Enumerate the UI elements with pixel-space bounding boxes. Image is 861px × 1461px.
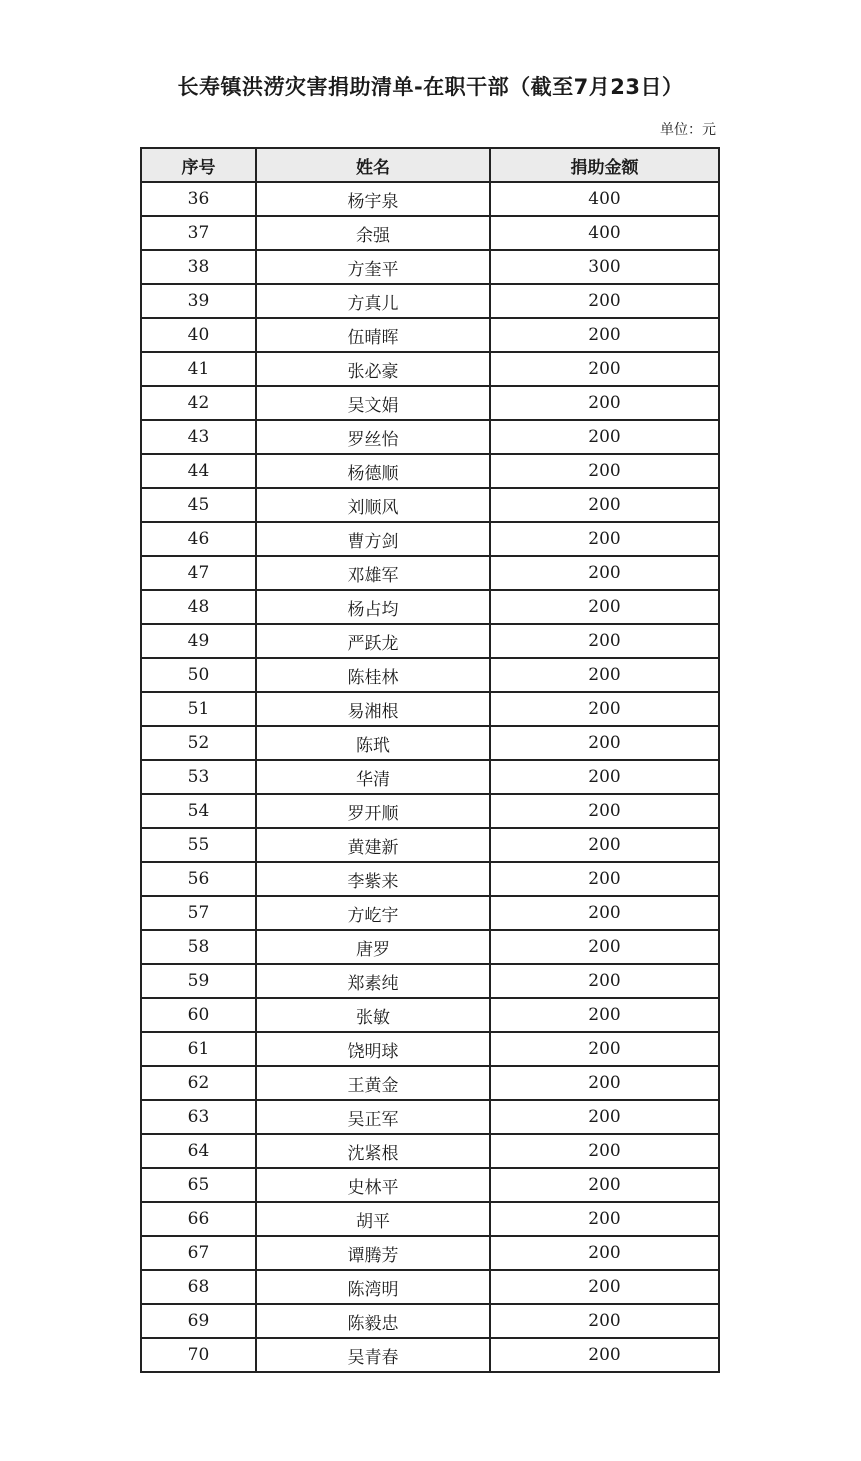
- table-row: [141, 590, 719, 624]
- cell-name: 刘顺风: [256, 488, 490, 522]
- cell-donation-amount: 200: [490, 794, 719, 828]
- cell-name: 伍晴晖: [256, 318, 490, 352]
- table-row: [141, 692, 719, 726]
- cell-name: 张敏: [256, 998, 490, 1032]
- cell-donation-amount: 200: [490, 964, 719, 998]
- cell-name: 曹方剑: [256, 522, 490, 556]
- cell-serial-number: 48: [141, 590, 256, 624]
- cell-name: 陈毅忠: [256, 1304, 490, 1338]
- cell-serial-number: 69: [141, 1304, 256, 1338]
- cell-donation-amount: 200: [490, 726, 719, 760]
- table-row: [141, 1202, 719, 1236]
- table-row: [141, 420, 719, 454]
- cell-donation-amount: 200: [490, 488, 719, 522]
- cell-donation-amount: 200: [490, 386, 719, 420]
- cell-serial-number: 46: [141, 522, 256, 556]
- cell-serial-number: 41: [141, 352, 256, 386]
- cell-donation-amount: 200: [490, 1338, 719, 1372]
- cell-donation-amount: 200: [490, 352, 719, 386]
- cell-donation-amount: 200: [490, 318, 719, 352]
- cell-donation-amount: 200: [490, 658, 719, 692]
- cell-name: 史林平: [256, 1168, 490, 1202]
- cell-donation-amount: 400: [490, 182, 719, 216]
- cell-name: 胡平: [256, 1202, 490, 1236]
- cell-name: 方奎平: [256, 250, 490, 284]
- cell-donation-amount: 200: [490, 624, 719, 658]
- table-row: [141, 1304, 719, 1338]
- table-body: [141, 182, 719, 1372]
- cell-name: 吴文娟: [256, 386, 490, 420]
- table-row: [141, 658, 719, 692]
- cell-donation-amount: 200: [490, 1066, 719, 1100]
- cell-serial-number: 54: [141, 794, 256, 828]
- cell-donation-amount: 200: [490, 862, 719, 896]
- cell-name: 方屹宇: [256, 896, 490, 930]
- cell-serial-number: 42: [141, 386, 256, 420]
- cell-serial-number: 65: [141, 1168, 256, 1202]
- table-row: [141, 998, 719, 1032]
- table-row: [141, 352, 719, 386]
- table-row: [141, 250, 719, 284]
- cell-donation-amount: 200: [490, 692, 719, 726]
- cell-donation-amount: 200: [490, 998, 719, 1032]
- cell-serial-number: 36: [141, 182, 256, 216]
- cell-name: 邓雄军: [256, 556, 490, 590]
- cell-donation-amount: 200: [490, 1304, 719, 1338]
- cell-serial-number: 38: [141, 250, 256, 284]
- cell-donation-amount: 200: [490, 1168, 719, 1202]
- table-row: [141, 1168, 719, 1202]
- cell-serial-number: 43: [141, 420, 256, 454]
- cell-name: 余强: [256, 216, 490, 250]
- cell-serial-number: 59: [141, 964, 256, 998]
- table-row: [141, 828, 719, 862]
- cell-serial-number: 44: [141, 454, 256, 488]
- header-donation-amount: 捐助金额: [490, 148, 719, 182]
- donation-table: [140, 147, 720, 1373]
- cell-serial-number: 40: [141, 318, 256, 352]
- cell-serial-number: 52: [141, 726, 256, 760]
- cell-name: 吴正军: [256, 1100, 490, 1134]
- cell-name: 张必豪: [256, 352, 490, 386]
- cell-donation-amount: 200: [490, 556, 719, 590]
- table-row: [141, 1338, 719, 1372]
- cell-name: 罗丝怡: [256, 420, 490, 454]
- table-row: [141, 386, 719, 420]
- cell-name: 杨宇泉: [256, 182, 490, 216]
- cell-name: 方真儿: [256, 284, 490, 318]
- cell-donation-amount: 200: [490, 930, 719, 964]
- cell-donation-amount: 200: [490, 522, 719, 556]
- cell-donation-amount: 200: [490, 1100, 719, 1134]
- cell-serial-number: 47: [141, 556, 256, 590]
- cell-name: 华清: [256, 760, 490, 794]
- cell-donation-amount: 200: [490, 1202, 719, 1236]
- table-row: [141, 896, 719, 930]
- table-row: [141, 624, 719, 658]
- cell-donation-amount: 200: [490, 420, 719, 454]
- table-row: [141, 556, 719, 590]
- cell-name: 唐罗: [256, 930, 490, 964]
- cell-serial-number: 51: [141, 692, 256, 726]
- document-title: 长寿镇洪涝灾害捐助清单-在职干部（截至7月23日）: [177, 75, 684, 99]
- unit-label: 单位：元: [660, 122, 716, 138]
- table-row: [141, 726, 719, 760]
- cell-donation-amount: 200: [490, 454, 719, 488]
- table-row: [141, 930, 719, 964]
- cell-donation-amount: 200: [490, 284, 719, 318]
- cell-serial-number: 56: [141, 862, 256, 896]
- cell-serial-number: 55: [141, 828, 256, 862]
- cell-donation-amount: 200: [490, 1236, 719, 1270]
- table-row: [141, 964, 719, 998]
- cell-name: 陈桂林: [256, 658, 490, 692]
- cell-name: 易湘根: [256, 692, 490, 726]
- cell-serial-number: 37: [141, 216, 256, 250]
- cell-serial-number: 50: [141, 658, 256, 692]
- cell-name: 王黄金: [256, 1066, 490, 1100]
- cell-donation-amount: 200: [490, 1032, 719, 1066]
- cell-name: 吴青春: [256, 1338, 490, 1372]
- cell-serial-number: 61: [141, 1032, 256, 1066]
- cell-serial-number: 63: [141, 1100, 256, 1134]
- table-row: [141, 522, 719, 556]
- cell-name: 严跃龙: [256, 624, 490, 658]
- table-row: [141, 216, 719, 250]
- table-row: [141, 794, 719, 828]
- cell-name: 李紫来: [256, 862, 490, 896]
- cell-name: 陈玳: [256, 726, 490, 760]
- cell-serial-number: 57: [141, 896, 256, 930]
- table-row: [141, 862, 719, 896]
- cell-serial-number: 62: [141, 1066, 256, 1100]
- table-row: [141, 284, 719, 318]
- cell-serial-number: 39: [141, 284, 256, 318]
- cell-donation-amount: 200: [490, 896, 719, 930]
- cell-serial-number: 66: [141, 1202, 256, 1236]
- cell-name: 黄建新: [256, 828, 490, 862]
- table-row: [141, 1100, 719, 1134]
- cell-donation-amount: 200: [490, 760, 719, 794]
- cell-donation-amount: 200: [490, 590, 719, 624]
- table-row: [141, 454, 719, 488]
- cell-name: 罗开顺: [256, 794, 490, 828]
- cell-donation-amount: 300: [490, 250, 719, 284]
- cell-name: 杨德顺: [256, 454, 490, 488]
- table-row: [141, 318, 719, 352]
- header-name: 姓名: [256, 148, 490, 182]
- cell-donation-amount: 200: [490, 828, 719, 862]
- cell-serial-number: 60: [141, 998, 256, 1032]
- cell-name: 沈紧根: [256, 1134, 490, 1168]
- cell-donation-amount: 200: [490, 1134, 719, 1168]
- header-serial-number: 序号: [141, 148, 256, 182]
- cell-serial-number: 64: [141, 1134, 256, 1168]
- cell-donation-amount: 200: [490, 1270, 719, 1304]
- cell-donation-amount: 400: [490, 216, 719, 250]
- table-row: [141, 182, 719, 216]
- cell-name: 谭腾芳: [256, 1236, 490, 1270]
- cell-name: 杨占均: [256, 590, 490, 624]
- table-row: [141, 1066, 719, 1100]
- table-row: [141, 488, 719, 522]
- cell-name: 陈湾明: [256, 1270, 490, 1304]
- table-row: [141, 1236, 719, 1270]
- table-row: [141, 1270, 719, 1304]
- cell-serial-number: 49: [141, 624, 256, 658]
- table-row: [141, 760, 719, 794]
- table-header-row: [141, 148, 719, 182]
- table-row: [141, 1032, 719, 1066]
- cell-serial-number: 70: [141, 1338, 256, 1372]
- cell-serial-number: 53: [141, 760, 256, 794]
- cell-serial-number: 68: [141, 1270, 256, 1304]
- cell-serial-number: 67: [141, 1236, 256, 1270]
- cell-serial-number: 45: [141, 488, 256, 522]
- cell-serial-number: 58: [141, 930, 256, 964]
- cell-name: 郑素纯: [256, 964, 490, 998]
- table-row: [141, 1134, 719, 1168]
- cell-name: 饶明球: [256, 1032, 490, 1066]
